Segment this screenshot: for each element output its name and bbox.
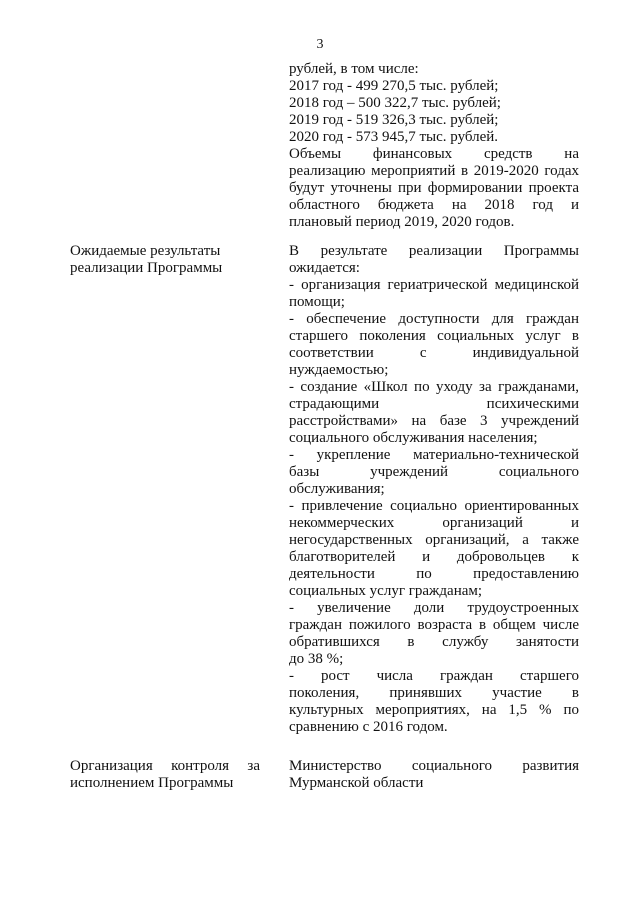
result-line: - рост числа граждан старшего (289, 668, 579, 684)
label-line: реализации Программы (70, 260, 223, 276)
expected-results-text (289, 243, 579, 736)
result-line: граждан пожилого возраста в общем числе (289, 617, 579, 633)
label-line: Ожидаемые результаты (70, 243, 221, 259)
result-line: обратившихся в службу занятости (289, 634, 579, 650)
funding-line: рублей, в том числе: (289, 61, 419, 77)
funding-note-line: реализацию мероприятий в 2019-2020 годах (289, 163, 579, 179)
funding-note-line: Объемы финансовых средств на (289, 146, 579, 162)
control-text (289, 758, 579, 792)
label-line: Организация контроля за (70, 758, 260, 774)
result-line: до 38 %; (289, 651, 344, 667)
result-line: базы учреждений социального (289, 464, 579, 480)
result-line: - укрепление материально-технической (289, 447, 579, 463)
label-line: исполнением Программы (70, 775, 234, 791)
result-line: нуждаемостью; (289, 362, 389, 378)
result-line: социальных услуг гражданам; (289, 583, 483, 599)
result-line: В результате реализации Программы (289, 243, 579, 259)
funding-line: 2020 год - 573 945,7 тыс. рублей. (289, 129, 499, 145)
result-line: соответствии с индивидуальной (289, 345, 579, 361)
result-line: ожидается: (289, 260, 360, 276)
result-line: страдающими психическими (289, 396, 579, 412)
result-line: - увеличение доли трудоустроенных (289, 600, 579, 616)
funding-note-line: областного бюджета на 2018 год и (289, 197, 579, 213)
result-line: деятельности по предоставлению (289, 566, 579, 582)
result-line: культурных мероприятиях, на 1,5 % по (289, 702, 579, 718)
result-line: - обеспечение доступности для граждан (289, 311, 579, 327)
funding-block (289, 61, 579, 231)
result-line: помощи; (289, 294, 345, 310)
result-line: - создание «Школ по уходу за гражданами, (289, 379, 579, 395)
control-label (70, 758, 260, 792)
result-line: обслуживания; (289, 481, 385, 497)
control-line: Министерство социального развития (289, 758, 579, 774)
funding-note-line: плановый период 2019, 2020 годов. (289, 214, 515, 230)
page-number: 3 (316, 37, 324, 52)
result-line: расстройствами» на базе 3 учреждений (289, 413, 579, 429)
result-line: - организация гериатрической медицинской (289, 277, 579, 293)
result-line: сравнению с 2016 годом. (289, 719, 448, 735)
result-line: благотворителей и добровольцев к (289, 549, 579, 565)
result-line: - привлечение социально ориентированных (289, 498, 579, 514)
funding-line: 2017 год - 499 270,5 тыс. рублей; (289, 78, 499, 94)
funding-line: 2019 год - 519 326,3 тыс. рублей; (289, 112, 499, 128)
control-line: Мурманской области (289, 775, 424, 791)
result-line: социального обслуживания населения; (289, 430, 538, 446)
result-line: негосударственных организаций, а также (289, 532, 579, 548)
result-line: старшего поколения социальных услуг в (289, 328, 579, 344)
result-line: некоммерческих организаций и (289, 515, 579, 531)
expected-results-label (70, 243, 260, 277)
funding-note-line: будут уточнены при формировании проекта (289, 180, 579, 196)
result-line: поколения, принявших участие в (289, 685, 579, 701)
funding-line: 2018 год – 500 322,7 тыс. рублей; (289, 95, 501, 111)
